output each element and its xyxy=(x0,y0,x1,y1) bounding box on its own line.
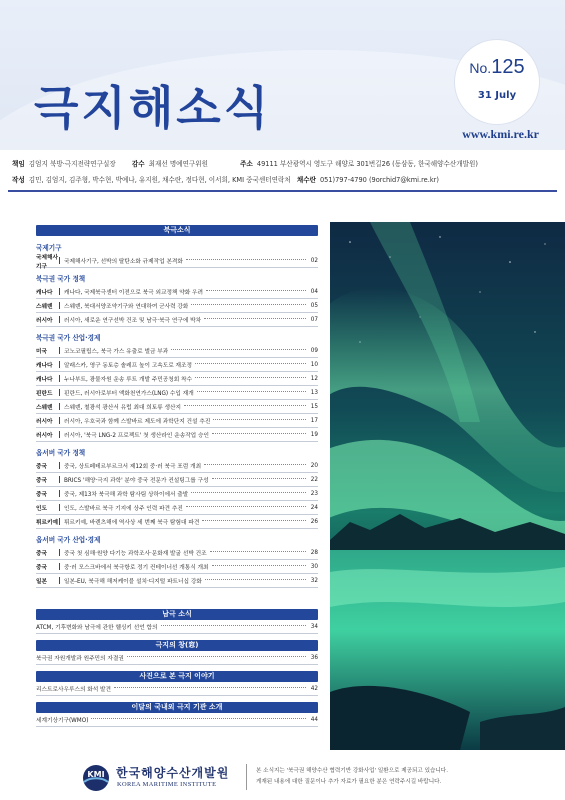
footer xyxy=(0,754,565,800)
toc-category: 국제기구 xyxy=(36,244,62,252)
toc-entry-title: 튀르키예, 바렌츠해에 역사상 세 번째 북극 탐험대 파견 xyxy=(64,520,200,526)
toc-leader-dots xyxy=(191,304,306,305)
toc-entry[interactable] xyxy=(36,372,318,386)
toc-leader-dots xyxy=(197,391,306,392)
toc-entry-page: 20 xyxy=(310,462,318,469)
toc-entry-page: 32 xyxy=(310,577,318,584)
toc-entry-title: 리스트로사우루스의 화석 발견 xyxy=(36,687,112,693)
toc-leader-dots xyxy=(212,565,306,566)
toc-entry-country: 캐나다 xyxy=(36,363,53,369)
toc-entry-title: 세계기상기구(WMO) xyxy=(36,718,89,724)
toc-entry[interactable] xyxy=(36,386,318,400)
toc-entry-country: 러시아 xyxy=(36,433,53,439)
kmi-logo-icon xyxy=(82,764,110,792)
toc-entry[interactable] xyxy=(36,344,318,358)
toc-entry[interactable] xyxy=(36,299,318,313)
toc-entry-page: 44 xyxy=(310,716,318,723)
toc-entry-separator xyxy=(59,403,60,410)
toc-entry-separator xyxy=(59,431,60,438)
toc-entry-separator xyxy=(59,417,60,424)
toc-entry[interactable] xyxy=(36,428,318,442)
toc-leader-dots xyxy=(202,520,306,521)
toc-entry-country: 러시아 xyxy=(36,318,53,324)
toc-entry-title: 러시아, 새로운 연구선박 건조 및 남극·북극 연구에 박차 xyxy=(64,318,202,324)
toc-entry-page: 07 xyxy=(310,316,318,323)
toc-entry[interactable] xyxy=(36,254,318,268)
website-url[interactable]: www.kmi.re.kr xyxy=(462,127,539,141)
toc-entry-page: 24 xyxy=(310,504,318,511)
toc-entry-separator xyxy=(59,375,60,382)
org-name-en: KOREA MARITIME INSTITUTE xyxy=(117,781,217,788)
toc-leader-dots xyxy=(91,718,306,719)
toc-entry-page: 04 xyxy=(310,288,318,295)
toc-entry-separator xyxy=(59,389,60,396)
toc-entry[interactable] xyxy=(36,459,318,473)
toc-category: 북극권 국가 산업·경제 xyxy=(36,334,101,342)
issue-number: No.125 xyxy=(469,56,525,78)
toc-leader-dots xyxy=(127,656,306,657)
issue-date: 31 July xyxy=(477,90,517,101)
toc-leader-dots xyxy=(210,551,306,552)
footer-divider xyxy=(246,764,247,790)
toc-entry-title: 중국, 제13차 북극해 과학 탐사팀 상하이에서 출발 xyxy=(64,492,189,498)
toc-leader-dots xyxy=(213,419,306,420)
toc-entry-page: 02 xyxy=(310,257,318,264)
toc-leader-dots xyxy=(212,478,306,479)
org-name: 한국해양수산개발원 xyxy=(116,766,230,780)
toc-entry[interactable] xyxy=(36,285,318,299)
section-header: 이달의 국내외 극지 기관 소개 xyxy=(36,702,318,713)
toc-leader-dots xyxy=(206,290,306,291)
toc-leader-dots xyxy=(195,377,306,378)
toc-entry-title: BRICS '해양·극지 과학' 분야 중국 전문가 컨설팅그룹 구성 xyxy=(64,478,209,484)
section-header: 사진으로 본 극지 이야기 xyxy=(36,671,318,682)
toc-entry-page: 36 xyxy=(310,654,318,661)
toc-category: 옵서버 국가 산업·경제 xyxy=(36,536,101,544)
toc-entry-separator xyxy=(59,462,60,469)
section-header: 남극 소식 xyxy=(36,609,318,620)
toc-entry-separator xyxy=(59,257,60,264)
aurora-photo xyxy=(330,222,565,750)
masthead-divider xyxy=(8,190,557,192)
toc-entry-country: 스웨덴 xyxy=(36,405,53,411)
toc-entry-country: 중국 xyxy=(36,492,47,498)
toc-entry-country: 일본 xyxy=(36,579,47,585)
toc-entry-page: 13 xyxy=(310,389,318,396)
toc-entry-separator xyxy=(59,549,60,556)
toc-entry-country: 중국 xyxy=(36,464,47,470)
toc-entry-country: 캐나다 xyxy=(36,377,53,383)
table-of-contents-lower xyxy=(36,603,318,727)
svg-text:KMI: KMI xyxy=(87,770,105,779)
toc-entry[interactable] xyxy=(36,620,318,634)
toc-entry-country: 러시아 xyxy=(36,419,53,425)
toc-entry-title: 러시아, 우호국과 함께 스발바르 제도에 과학단지 건설 추진 xyxy=(64,419,211,425)
toc-leader-dots xyxy=(114,687,306,688)
toc-entry-title: 러시아, '북극 LNG-2 프로젝트' 첫 생산라인 운송작업 승인 xyxy=(64,433,209,439)
toc-entry-country: 핀란드 xyxy=(36,391,53,397)
toc-entry-separator xyxy=(59,490,60,497)
table-of-contents xyxy=(36,225,318,588)
toc-entry-title: 북극권 자원개발과 원주민의 자결권 xyxy=(36,656,124,662)
masthead-row-2: 작성 김민, 김엄지, 김주형, 박수현, 박예나, 유지원, 채수란, 정다현, 이서희, KMI 중국센터연락처 채수란 051)797-4790 (9orchid7@kmi.re.kr) xyxy=(12,176,439,184)
toc-entry-country: 중국 xyxy=(36,551,47,557)
toc-entry-separator xyxy=(59,577,60,584)
toc-category: 북극권 국가 정책 xyxy=(36,275,86,283)
toc-entry-page: 15 xyxy=(310,403,318,410)
toc-entry-title: ATCM, 기후변화와 남극에 관한 헬싱키 선언 합의 xyxy=(36,625,158,631)
newsletter-title: 극지해소식 xyxy=(34,81,272,135)
masthead-row-1: 책임 김엄지 북방·극지전략연구실장 감수 최재선 명예연구위원 주소 49111 부산광역시 영도구 해양로 301번길26 (동삼동, 한국해양수산개발원) xyxy=(12,160,478,168)
toc-entry-title: 알래스카, 영구 동토층 솔레프 높이 고속도로 재조정 xyxy=(64,363,193,369)
header xyxy=(0,0,565,150)
toc-entry-page: 30 xyxy=(310,563,318,570)
toc-entry-title: 핀란드, 러시아로부터 액화천연가스(LNG) 수입 재개 xyxy=(64,391,194,397)
toc-leader-dots xyxy=(212,433,306,434)
toc-entry-title: 일본-EU, 북극해 해저케이블 설치·디지털 파트너십 강화 xyxy=(64,579,202,585)
toc-entry-title: 스웨덴, 북대서양조약기구와 연대하여 군사력 강화 xyxy=(64,304,189,310)
toc-entry-title: 중국 첫 심해·원양 다기능 과학조사·문화재 발굴 선박 건조 xyxy=(64,551,207,557)
toc-leader-dots xyxy=(204,464,306,465)
toc-leader-dots xyxy=(186,259,306,260)
toc-entry-title: 인도, 스발바르 북극 기지에 상주 인력 파견 추진 xyxy=(64,506,183,512)
toc-entry-page: 34 xyxy=(310,623,318,630)
toc-entry[interactable] xyxy=(36,358,318,372)
toc-entry-separator xyxy=(59,563,60,570)
toc-entry-separator xyxy=(59,476,60,483)
toc-entry-page: 12 xyxy=(310,375,318,382)
toc-entry[interactable] xyxy=(36,713,318,727)
toc-entry-page: 28 xyxy=(310,549,318,556)
toc-entry-separator xyxy=(59,347,60,354)
toc-entry-separator xyxy=(59,361,60,368)
toc-entry[interactable] xyxy=(36,651,318,665)
toc-entry-country: 튀르키예 xyxy=(36,520,58,526)
toc-entry-page: 22 xyxy=(310,476,318,483)
toc-entry-title: 캐나다, 국제북극센터 이전으로 북극 외교정책 약화 우려 xyxy=(64,290,204,296)
toc-entry-country: 스웨덴 xyxy=(36,304,53,310)
toc-entry-country: 국제해사기구 xyxy=(36,254,58,270)
toc-entry-page: 23 xyxy=(310,490,318,497)
toc-entry[interactable] xyxy=(36,400,318,414)
toc-leader-dots xyxy=(161,625,306,626)
footer-note: 본 소식지는 '북극권 해양수산 협력기반 강화사업' 일환으로 제공되고 있습니다. 게재된 내용에 대한 질문이나 추가 자료가 필요한 분은 연락주시길 바랍니다. xyxy=(256,768,448,785)
toc-entry-separator xyxy=(59,288,60,295)
section-header: 극지의 창(窓) xyxy=(36,640,318,651)
toc-category: 옵서버 국가 정책 xyxy=(36,449,86,457)
toc-entry-country: 중국 xyxy=(36,565,47,571)
toc-entry[interactable] xyxy=(36,682,318,696)
toc-entry-separator xyxy=(59,504,60,511)
toc-entry-separator xyxy=(59,302,60,309)
toc-entry-separator xyxy=(59,316,60,323)
toc-entry-page: 42 xyxy=(310,685,318,692)
toc-entry-country: 중국 xyxy=(36,478,47,484)
toc-entry[interactable] xyxy=(36,501,318,515)
toc-entry-separator xyxy=(59,518,60,525)
toc-entry[interactable] xyxy=(36,313,318,327)
toc-entry-page: 05 xyxy=(310,302,318,309)
toc-entry[interactable] xyxy=(36,546,318,560)
toc-entry-title: 중국, 상트페테르부르크서 제12회 중·러 북극 포럼 개최 xyxy=(64,464,202,470)
toc-leader-dots xyxy=(204,318,306,319)
issue-badge xyxy=(455,40,539,124)
toc-entry[interactable] xyxy=(36,574,318,588)
toc-leader-dots xyxy=(195,363,306,364)
toc-entry[interactable] xyxy=(36,515,318,529)
toc-entry[interactable] xyxy=(36,560,318,574)
toc-entry-page: 26 xyxy=(310,518,318,525)
toc-leader-dots xyxy=(186,506,306,507)
toc-entry-title: 누나부트, 광물자원 운송 루트 개발 주민공청회 착수 xyxy=(64,377,193,383)
toc-leader-dots xyxy=(171,349,306,350)
toc-entry-title: 스웨덴, 철광석 광산서 유럽 최대 희토류 생산지 xyxy=(64,405,182,411)
toc-leader-dots xyxy=(184,405,306,406)
toc-entry[interactable] xyxy=(36,414,318,428)
toc-entry-page: 17 xyxy=(310,417,318,424)
toc-leader-dots xyxy=(205,579,306,580)
toc-entry-page: 10 xyxy=(310,361,318,368)
toc-entry-country: 캐나다 xyxy=(36,290,53,296)
toc-entry-country: 미국 xyxy=(36,349,47,355)
toc-entry-title: 코노코필립스, 북극 가스 유출로 벌금 부과 xyxy=(64,349,169,355)
section-header-arctic: 북극소식 xyxy=(36,225,318,236)
toc-leader-dots xyxy=(191,492,306,493)
toc-entry-page: 19 xyxy=(310,431,318,438)
toc-entry-title: 국제해사기구, 선박의 탈탄소화 규제작업 본격화 xyxy=(64,259,183,265)
toc-entry-country: 인도 xyxy=(36,506,47,512)
toc-entry-page: 09 xyxy=(310,347,318,354)
toc-entry-title: 중·러 모스크바에서 북극항로 정기 컨테이너선 개통식 개최 xyxy=(64,565,209,571)
toc-entry[interactable] xyxy=(36,473,318,487)
toc-entry[interactable] xyxy=(36,487,318,501)
